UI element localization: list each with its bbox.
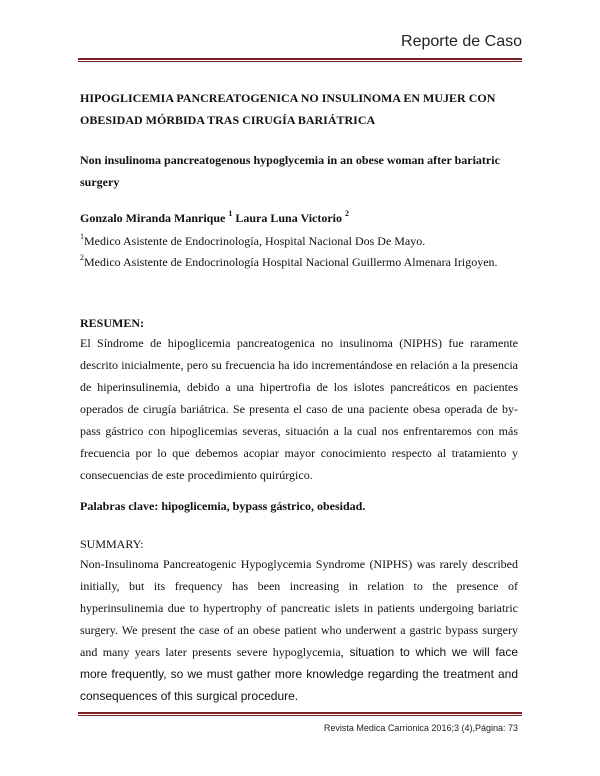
summary-text-sans: situation to which we will face more frequently, so we must gather more knowledge regarding the treatment and consequences of this surgical procedure.	[80, 645, 518, 703]
summary-text: Non-Insulinoma Pancreatogenic Hypoglycemia Syndrome (NIPHS) was rarely described initially, but its frequency has been increasing in relation to the presence of hyperinsulinemia due to hypertrophy of pancreatic islets in patients undergoing bariatric surgery. We present the case of an obese patient who underwent a gastric bypass surgery and many years later presents severe hypoglycemia,	[80, 557, 518, 659]
affiliation-text: Medico Asistente de Endocrinología Hospital Nacional Guillermo Almenara Irigoyen.	[84, 255, 498, 269]
affiliation	[80, 251, 518, 273]
header-rule	[78, 58, 522, 62]
affiliation	[80, 230, 518, 252]
section-header: Reporte de Caso	[401, 33, 522, 50]
author-name: Laura Luna Victorio	[235, 211, 343, 225]
summary-body	[80, 553, 518, 707]
affiliation-text: Medico Asistente de Endocrinología, Hospital Nacional Dos De Mayo.	[84, 234, 426, 248]
article-subtitle: Non insulinoma pancreatogenous hypoglycemia in an obese woman after bariatric surgery	[80, 153, 500, 189]
footer-citation: Revista Medica Carrionica 2016;3 (4),Página: 73	[323, 723, 518, 733]
article-title: HIPOGLICEMIA PANCREATOGENICA NO INSULINOMA EN MUJER CON OBESIDAD MÓRBIDA TRAS CIRUGÍA BARIÁTRICA	[80, 91, 496, 127]
author-mark: 1	[228, 209, 233, 218]
author-list	[80, 207, 518, 229]
author-mark: 2	[345, 209, 350, 218]
affiliation-mark: 1	[80, 232, 84, 241]
resumen-body: El Síndrome de hipoglicemia pancreatogenica no insulinoma (NIPHS) fue raramente descrito inicialmente, pero su frecuencia ha ido incrementándose en relación a la presencia de hiperinsulinemia, debido a una hipertrofia de los islotes pancreáticos en pacientes operados de cirugía bariátrica. Se presenta el caso de una paciente obesa operada de by-pass gástrico con hipoglicemias severas, situación a la cual nos enfrentaremos con más frecuencia por lo que debemos acopiar mayor conocimiento respecto al tratamiento y consecuencias de este procedimiento quirúrgico.	[80, 336, 518, 482]
author-name: Gonzalo Miranda Manrique	[80, 211, 226, 225]
footer-rule	[78, 712, 522, 716]
resumen-heading: RESUMEN:	[80, 316, 145, 330]
affiliation-mark: 2	[80, 253, 84, 262]
summary-heading: SUMMARY:	[80, 537, 144, 551]
keywords: Palabras clave: hipoglicemia, bypass gástrico, obesidad.	[80, 499, 366, 513]
